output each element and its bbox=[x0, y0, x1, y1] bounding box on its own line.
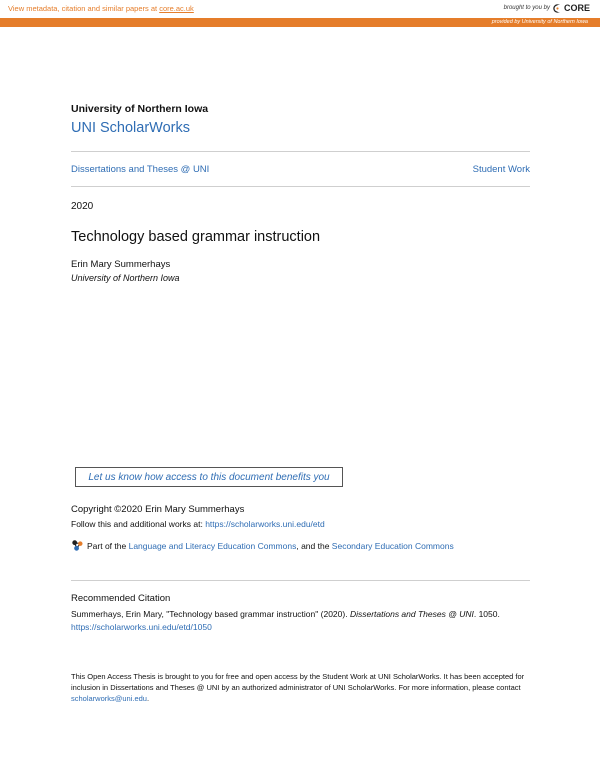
follow-link[interactable]: https://scholarworks.uni.edu/etd bbox=[205, 519, 325, 529]
recommended-citation-label: Recommended Citation bbox=[71, 593, 171, 604]
brought-to-you-by bbox=[504, 3, 590, 13]
access-end: . bbox=[146, 694, 150, 703]
divider-citation bbox=[71, 580, 530, 581]
core-logo-icon bbox=[553, 4, 562, 13]
collection-link-dissertations[interactable]: Dissertations and Theses @ UNI bbox=[71, 164, 210, 175]
author-name: Erin Mary Summerhays bbox=[71, 259, 171, 270]
divider-collections bbox=[71, 186, 530, 187]
core-metadata-link-text bbox=[8, 4, 194, 13]
author-affiliation: University of Northern Iowa bbox=[71, 273, 180, 283]
banner-prefix: View metadata, citation and similar papers at bbox=[8, 4, 160, 13]
benefit-feedback-link[interactable]: Let us know how access to this document benefits you bbox=[75, 467, 343, 487]
open-access-statement bbox=[71, 671, 530, 704]
citation-series: Dissertations and Theses @ UNI bbox=[349, 609, 474, 619]
brought-by-text: brought to you by bbox=[503, 5, 550, 11]
provided-by-text: provided by University of Northern Iowa bbox=[491, 19, 588, 25]
core-label: CORE bbox=[563, 3, 590, 13]
part-of-middle: , and the bbox=[296, 540, 332, 551]
citation-number: . 1050. bbox=[473, 609, 500, 619]
citation-plain: Summerhays, Erin Mary, "Technology based grammar instruction" (2020). bbox=[71, 609, 350, 619]
publication-year: 2020 bbox=[71, 201, 94, 212]
follow-text: Follow this and additional works at: bbox=[71, 519, 206, 529]
core-banner bbox=[0, 0, 600, 19]
network-commons-icon bbox=[71, 539, 84, 552]
provider-bar bbox=[0, 18, 600, 27]
repository-link[interactable]: UNI ScholarWorks bbox=[71, 120, 190, 136]
collection-link-student-work[interactable]: Student Work bbox=[472, 164, 530, 175]
document-title: Technology based grammar instruction bbox=[71, 229, 321, 245]
citation-link[interactable]: https://scholarworks.uni.edu/etd/1050 bbox=[71, 621, 212, 632]
divider-top bbox=[71, 151, 530, 152]
part-of-prefix: Part of the bbox=[87, 540, 129, 551]
copyright-notice: Copyright ©2020 Erin Mary Summerhays bbox=[71, 504, 245, 515]
part-of-line bbox=[71, 539, 454, 552]
core-link[interactable]: core.ac.uk bbox=[159, 4, 194, 13]
language-literacy-commons-link[interactable]: Language and Literacy Education Commons bbox=[128, 540, 297, 551]
core-logo[interactable] bbox=[553, 3, 590, 13]
secondary-education-commons-link[interactable]: Secondary Education Commons bbox=[331, 540, 454, 551]
contact-email-link[interactable]: scholarworks@uni.edu bbox=[71, 694, 147, 703]
institution-name: University of Northern Iowa bbox=[71, 103, 209, 115]
follow-line bbox=[71, 519, 325, 529]
citation-text bbox=[71, 608, 530, 633]
access-text: This Open Access Thesis is brought to you for free and open access by the Student Work at UNI ScholarWorks. It has been accepted for inclusion in Dissertations and Theses @ UNI by an authorized administrator of UNI ScholarWorks. For more information, please contact bbox=[71, 672, 525, 692]
